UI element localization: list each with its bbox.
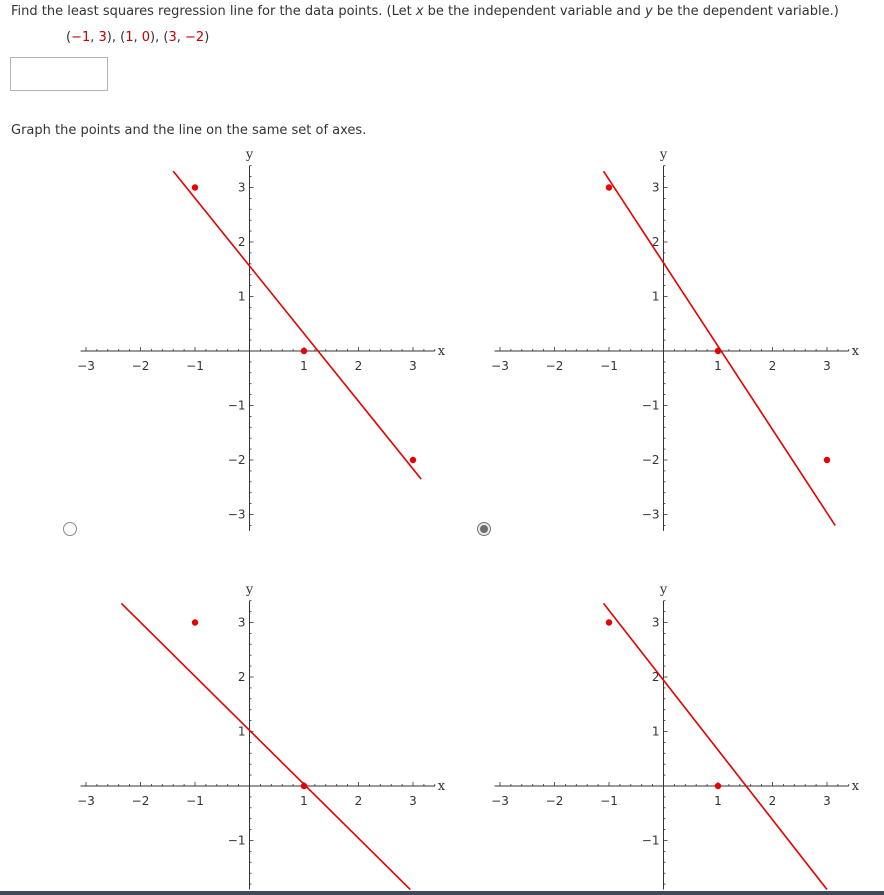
y-tick-label: 3 [237, 615, 246, 630]
data-point [606, 619, 612, 625]
point-2-y: 0 [141, 30, 151, 45]
data-point [715, 348, 721, 354]
x-tick-label: 2 [354, 794, 363, 808]
x-tick-label: −1 [600, 359, 618, 373]
y-tick-label: 1 [237, 289, 246, 304]
x-tick-label: 2 [354, 359, 363, 373]
regression-line [173, 171, 421, 479]
x-axis-label: x [437, 344, 446, 359]
x-tick-label: 1 [300, 359, 308, 373]
y-tick-label: 1 [651, 724, 660, 739]
y-axis-label: y [659, 147, 668, 163]
y-tick-label: −1 [227, 833, 246, 848]
data-point [301, 348, 307, 354]
x-tick-label: −1 [186, 359, 204, 373]
option-2-graph [489, 145, 860, 535]
y-tick-label: −2 [227, 453, 246, 467]
x-tick-label: −2 [131, 359, 150, 373]
question-prefix: Find the least squares regression line for the data points. (Let [11, 4, 416, 19]
y-axis-label: y [245, 147, 254, 163]
data-point [301, 783, 307, 789]
question-text [11, 4, 881, 20]
data-point [192, 619, 198, 625]
x-tick-label: 3 [823, 359, 831, 373]
data-point [824, 457, 830, 463]
regression-answer-input[interactable] [10, 57, 108, 91]
x-tick-label: −3 [491, 794, 509, 808]
x-tick-label: −1 [600, 794, 618, 808]
y-axis-label: y [245, 582, 254, 598]
y-tick-label: 3 [651, 180, 660, 195]
bottom-bar [0, 891, 884, 895]
x-tick-label: 2 [768, 794, 777, 808]
y-tick-label: 2 [651, 235, 660, 249]
x-tick-label: −1 [186, 794, 204, 808]
data-point [192, 184, 198, 190]
x-tick-label: 2 [768, 359, 777, 373]
var-y: y [645, 4, 653, 19]
y-tick-label: −3 [227, 507, 246, 522]
x-tick-label: 3 [823, 794, 831, 808]
x-tick-label: 1 [714, 359, 722, 373]
x-tick-label: 1 [714, 794, 722, 808]
point-3-x: 3 [168, 30, 177, 45]
data-point [715, 783, 721, 789]
option-3-graph [75, 580, 446, 895]
y-tick-label: −3 [641, 507, 660, 522]
x-tick-label: 3 [409, 359, 417, 373]
option-1-graph [75, 145, 446, 535]
point-3-y: −2 [185, 30, 205, 45]
y-tick-label: −1 [227, 398, 246, 413]
x-tick-label: −2 [545, 794, 564, 808]
x-tick-label: 3 [409, 794, 417, 808]
y-tick-label: 3 [651, 615, 660, 630]
y-tick-label: −2 [641, 453, 660, 467]
y-tick-label: −1 [641, 833, 660, 848]
y-tick-label: 2 [237, 235, 246, 249]
y-tick-label: 2 [237, 670, 246, 684]
question-suffix: be the dependent variable.) [652, 4, 839, 19]
graph-instruction: Graph the points and the line on the same set of axes. [11, 123, 367, 138]
y-tick-label: 1 [651, 289, 660, 304]
y-axis-label: y [659, 582, 668, 598]
regression-line [121, 603, 410, 889]
x-axis-label: x [851, 344, 860, 359]
question-middle: be the independent variable and [423, 4, 646, 19]
y-tick-label: −1 [641, 398, 660, 413]
var-x: x [415, 4, 424, 19]
regression-line [604, 603, 827, 889]
y-tick-label: 1 [237, 724, 246, 739]
x-tick-label: −2 [545, 359, 564, 373]
x-tick-label: −3 [491, 359, 509, 373]
x-tick-label: −3 [77, 359, 95, 373]
point-1-x: −1 [71, 30, 91, 45]
x-tick-label: −3 [77, 794, 95, 808]
data-point [606, 184, 612, 190]
y-tick-label: 3 [237, 180, 246, 195]
data-points: (−1, 3), (1, 0), (3, −2) [66, 30, 210, 45]
point-2-x: 1 [125, 30, 134, 45]
x-axis-label: x [437, 779, 446, 794]
x-tick-label: −2 [131, 794, 150, 808]
option-4-graph [489, 580, 860, 895]
x-tick-label: 1 [300, 794, 308, 808]
x-axis-label: x [851, 779, 860, 794]
point-1-y: 3 [98, 30, 107, 45]
data-point [410, 457, 416, 463]
y-tick-label: 2 [651, 670, 660, 684]
